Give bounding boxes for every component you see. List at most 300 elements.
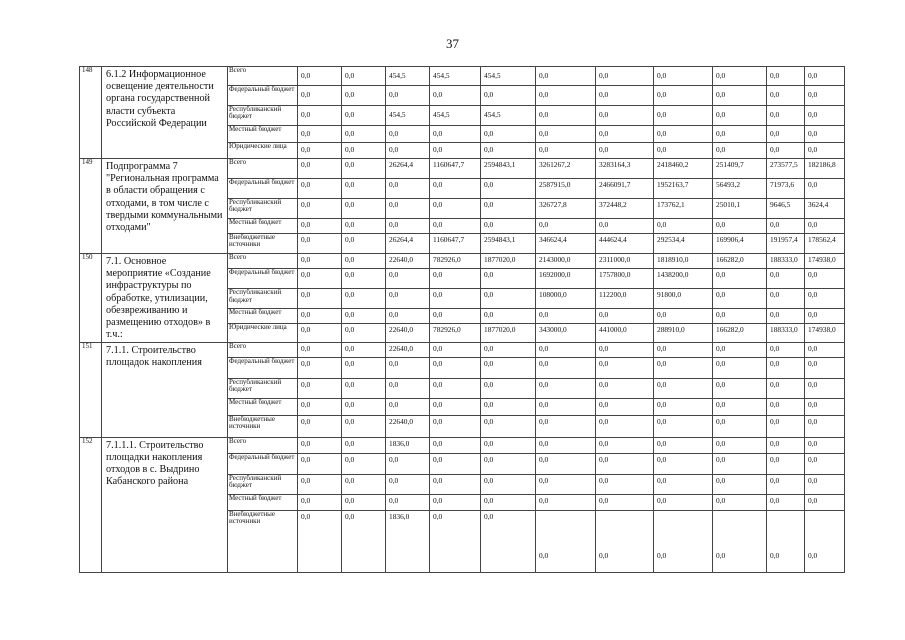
amount-cell: 0,0 <box>654 219 713 234</box>
amount-cell: 166282,0 <box>713 254 767 269</box>
amount-cell: 0,0 <box>654 309 713 324</box>
amount-cell: 0,0 <box>654 143 713 159</box>
amount-cell: 2466091,7 <box>596 179 654 199</box>
funding-source: Внебюджетные источники <box>228 510 298 572</box>
amount-cell: 0,0 <box>481 86 536 106</box>
amount-cell: 0,0 <box>386 219 430 234</box>
amount-cell: 0,0 <box>298 309 342 324</box>
amount-cell: 0,0 <box>767 342 805 357</box>
amount-cell: 0,0 <box>713 67 767 86</box>
amount-cell: 22640,0 <box>386 415 430 437</box>
amount-cell: 0,0 <box>342 378 386 398</box>
amount-cell: 0,0 <box>767 378 805 398</box>
amount-cell: 0,0 <box>481 342 536 357</box>
amount-cell: 0,0 <box>342 453 386 474</box>
amount-cell: 2143000,0 <box>536 254 596 269</box>
amount-cell: 0,0 <box>654 342 713 357</box>
amount-cell: 0,0 <box>654 437 713 453</box>
page-number: 37 <box>446 36 459 51</box>
amount-cell: 0,0 <box>342 342 386 357</box>
amount-cell: 0,0 <box>430 126 481 143</box>
amount-cell: 91800,0 <box>654 289 713 309</box>
amount-cell: 0,0 <box>430 357 481 378</box>
amount-cell: 0,0 <box>342 510 386 572</box>
amount-cell: 0,0 <box>342 179 386 199</box>
row-number: 148 <box>80 67 102 159</box>
amount-cell: 0,0 <box>430 269 481 289</box>
row-number: 152 <box>80 437 102 572</box>
program-name: 7.1.1. Строительство площадок накопления <box>102 342 228 437</box>
amount-cell: 0,0 <box>386 309 430 324</box>
amount-cell: 441000,0 <box>596 324 654 342</box>
amount-cell: 0,0 <box>767 86 805 106</box>
funding-source: Всего <box>228 254 298 269</box>
amount-cell: 2594843,1 <box>481 234 536 254</box>
amount-cell: 0,0 <box>596 437 654 453</box>
amount-cell: 0,0 <box>596 86 654 106</box>
amount-cell: 26264,4 <box>386 159 430 179</box>
amount-cell: 0,0 <box>713 510 767 572</box>
amount-cell: 22640,0 <box>386 342 430 357</box>
amount-cell: 0,0 <box>342 126 386 143</box>
amount-cell: 0,0 <box>536 357 596 378</box>
amount-cell: 0,0 <box>481 309 536 324</box>
amount-cell: 0,0 <box>536 494 596 510</box>
amount-cell: 0,0 <box>536 415 596 437</box>
amount-cell: 0,0 <box>481 453 536 474</box>
amount-cell: 0,0 <box>481 415 536 437</box>
amount-cell: 0,0 <box>342 254 386 269</box>
amount-cell: 188333,0 <box>767 324 805 342</box>
funding-source: Местный бюджет <box>228 398 298 415</box>
table-row <box>80 67 845 86</box>
amount-cell: 0,0 <box>536 309 596 324</box>
amount-cell: 0,0 <box>298 254 342 269</box>
amount-cell: 0,0 <box>342 437 386 453</box>
amount-cell: 0,0 <box>805 179 845 199</box>
amount-cell: 3624,4 <box>805 199 845 219</box>
row-number: 151 <box>80 342 102 437</box>
amount-cell: 0,0 <box>481 474 536 494</box>
amount-cell: 0,0 <box>386 86 430 106</box>
amount-cell: 1836,0 <box>386 510 430 572</box>
amount-cell: 0,0 <box>767 269 805 289</box>
amount-cell: 0,0 <box>713 398 767 415</box>
amount-cell: 0,0 <box>805 289 845 309</box>
amount-cell: 0,0 <box>596 357 654 378</box>
amount-cell: 0,0 <box>767 67 805 86</box>
amount-cell: 1438200,0 <box>654 269 713 289</box>
funding-source: Федеральный бюджет <box>228 453 298 474</box>
amount-cell: 0,0 <box>654 510 713 572</box>
amount-cell: 169906,4 <box>713 234 767 254</box>
amount-cell: 0,0 <box>342 219 386 234</box>
funding-source: Юридические лица <box>228 324 298 342</box>
amount-cell: 0,0 <box>342 494 386 510</box>
amount-cell: 0,0 <box>430 437 481 453</box>
amount-cell: 0,0 <box>481 219 536 234</box>
amount-cell: 0,0 <box>596 106 654 126</box>
amount-cell: 0,0 <box>430 453 481 474</box>
program-name: 7.1.1.1. Строительство площадки накопления отходов в с. Выдрино Кабанского района <box>102 437 228 572</box>
amount-cell: 0,0 <box>767 398 805 415</box>
amount-cell: 0,0 <box>298 143 342 159</box>
amount-cell: 0,0 <box>430 342 481 357</box>
amount-cell: 0,0 <box>713 378 767 398</box>
amount-cell: 0,0 <box>430 179 481 199</box>
amount-cell: 0,0 <box>481 199 536 219</box>
amount-cell: 0,0 <box>713 106 767 126</box>
amount-cell: 0,0 <box>805 510 845 572</box>
amount-cell: 273577,5 <box>767 159 805 179</box>
amount-cell: 1160647,7 <box>430 159 481 179</box>
amount-cell: 0,0 <box>386 474 430 494</box>
amount-cell: 0,0 <box>430 415 481 437</box>
amount-cell: 0,0 <box>596 510 654 572</box>
amount-cell: 782926,0 <box>430 324 481 342</box>
amount-cell: 0,0 <box>298 494 342 510</box>
amount-cell: 0,0 <box>536 437 596 453</box>
amount-cell: 3283164,3 <box>596 159 654 179</box>
amount-cell: 0,0 <box>805 398 845 415</box>
amount-cell: 0,0 <box>713 269 767 289</box>
amount-cell: 0,0 <box>386 289 430 309</box>
amount-cell: 0,0 <box>596 378 654 398</box>
amount-cell: 0,0 <box>481 179 536 199</box>
amount-cell: 0,0 <box>536 126 596 143</box>
amount-cell: 0,0 <box>654 126 713 143</box>
funding-source: Федеральный бюджет <box>228 357 298 378</box>
amount-cell: 0,0 <box>481 378 536 398</box>
funding-source: Республиканский бюджет <box>228 289 298 309</box>
table-row <box>80 159 845 179</box>
amount-cell: 454,5 <box>481 67 536 86</box>
funding-source: Внебюджетные источники <box>228 234 298 254</box>
amount-cell: 0,0 <box>805 269 845 289</box>
amount-cell: 2418460,2 <box>654 159 713 179</box>
amount-cell: 0,0 <box>654 453 713 474</box>
amount-cell: 0,0 <box>342 269 386 289</box>
amount-cell: 0,0 <box>430 86 481 106</box>
amount-cell: 0,0 <box>342 474 386 494</box>
amount-cell: 0,0 <box>713 357 767 378</box>
amount-cell: 0,0 <box>298 437 342 453</box>
funding-source: Федеральный бюджет <box>228 269 298 289</box>
amount-cell: 0,0 <box>298 86 342 106</box>
amount-cell: 0,0 <box>805 378 845 398</box>
amount-cell: 2594843,1 <box>481 159 536 179</box>
amount-cell: 173762,1 <box>654 199 713 219</box>
row-number: 150 <box>80 254 102 343</box>
amount-cell: 454,5 <box>386 67 430 86</box>
amount-cell: 0,0 <box>596 474 654 494</box>
amount-cell: 0,0 <box>481 437 536 453</box>
amount-cell: 0,0 <box>654 474 713 494</box>
table-row <box>80 437 845 453</box>
amount-cell: 1952163,7 <box>654 179 713 199</box>
amount-cell: 0,0 <box>342 143 386 159</box>
amount-cell: 0,0 <box>298 219 342 234</box>
amount-cell: 0,0 <box>386 126 430 143</box>
amount-cell: 1877020,0 <box>481 254 536 269</box>
amount-cell: 0,0 <box>430 510 481 572</box>
amount-cell: 0,0 <box>298 357 342 378</box>
amount-cell: 0,0 <box>805 126 845 143</box>
table-row <box>80 342 845 357</box>
amount-cell: 0,0 <box>298 269 342 289</box>
amount-cell: 0,0 <box>298 342 342 357</box>
amount-cell: 0,0 <box>342 309 386 324</box>
amount-cell: 0,0 <box>342 289 386 309</box>
amount-cell: 0,0 <box>767 357 805 378</box>
amount-cell: 112200,0 <box>596 289 654 309</box>
row-number: 149 <box>80 159 102 254</box>
amount-cell: 0,0 <box>386 453 430 474</box>
amount-cell: 292534,4 <box>654 234 713 254</box>
amount-cell: 0,0 <box>386 398 430 415</box>
amount-cell: 326727,8 <box>536 199 596 219</box>
amount-cell: 0,0 <box>767 415 805 437</box>
amount-cell: 0,0 <box>536 510 596 572</box>
amount-cell: 0,0 <box>713 126 767 143</box>
amount-cell: 454,5 <box>386 106 430 126</box>
amount-cell: 56493,2 <box>713 179 767 199</box>
amount-cell: 0,0 <box>596 309 654 324</box>
amount-cell: 0,0 <box>654 86 713 106</box>
amount-cell: 454,5 <box>430 67 481 86</box>
program-name: 7.1. Основное мероприятие «Создание инфраструктуры по обработке, утилизации, обезвреживанию и размещению отходов» в т.ч.: <box>102 254 228 343</box>
amount-cell: 0,0 <box>298 415 342 437</box>
amount-cell: 1836,0 <box>386 437 430 453</box>
funding-source: Местный бюджет <box>228 309 298 324</box>
amount-cell: 0,0 <box>596 494 654 510</box>
amount-cell: 174938,0 <box>805 324 845 342</box>
amount-cell: 0,0 <box>481 143 536 159</box>
amount-cell: 0,0 <box>713 494 767 510</box>
amount-cell: 22640,0 <box>386 254 430 269</box>
amount-cell: 0,0 <box>430 219 481 234</box>
amount-cell: 0,0 <box>298 67 342 86</box>
amount-cell: 0,0 <box>430 143 481 159</box>
amount-cell: 3261267,2 <box>536 159 596 179</box>
amount-cell: 0,0 <box>386 357 430 378</box>
amount-cell: 0,0 <box>386 179 430 199</box>
amount-cell: 0,0 <box>342 199 386 219</box>
budget-table <box>79 66 845 573</box>
amount-cell: 0,0 <box>654 67 713 86</box>
amount-cell: 0,0 <box>596 453 654 474</box>
amount-cell: 0,0 <box>481 269 536 289</box>
amount-cell: 0,0 <box>342 415 386 437</box>
amount-cell: 0,0 <box>298 378 342 398</box>
amount-cell: 0,0 <box>298 159 342 179</box>
amount-cell: 0,0 <box>298 453 342 474</box>
amount-cell: 0,0 <box>596 219 654 234</box>
amount-cell: 0,0 <box>342 86 386 106</box>
amount-cell: 0,0 <box>430 378 481 398</box>
amount-cell: 0,0 <box>805 67 845 86</box>
amount-cell: 0,0 <box>805 219 845 234</box>
amount-cell: 454,5 <box>430 106 481 126</box>
amount-cell: 108000,0 <box>536 289 596 309</box>
amount-cell: 0,0 <box>767 474 805 494</box>
amount-cell: 454,5 <box>481 106 536 126</box>
amount-cell: 782926,0 <box>430 254 481 269</box>
amount-cell: 0,0 <box>713 342 767 357</box>
amount-cell: 0,0 <box>481 126 536 143</box>
amount-cell: 0,0 <box>386 494 430 510</box>
amount-cell: 0,0 <box>481 494 536 510</box>
amount-cell: 0,0 <box>767 289 805 309</box>
amount-cell: 0,0 <box>654 357 713 378</box>
amount-cell: 346624,4 <box>536 234 596 254</box>
funding-source: Местный бюджет <box>228 126 298 143</box>
amount-cell: 1877020,0 <box>481 324 536 342</box>
amount-cell: 26264,4 <box>386 234 430 254</box>
amount-cell: 0,0 <box>596 398 654 415</box>
amount-cell: 0,0 <box>536 342 596 357</box>
amount-cell: 0,0 <box>767 219 805 234</box>
amount-cell: 0,0 <box>713 415 767 437</box>
amount-cell: 0,0 <box>805 143 845 159</box>
amount-cell: 0,0 <box>298 510 342 572</box>
funding-source: Республиканский бюджет <box>228 106 298 126</box>
amount-cell: 0,0 <box>430 199 481 219</box>
amount-cell: 0,0 <box>805 86 845 106</box>
amount-cell: 0,0 <box>298 106 342 126</box>
amount-cell: 0,0 <box>386 378 430 398</box>
funding-source: Республиканский бюджет <box>228 199 298 219</box>
amount-cell: 0,0 <box>767 309 805 324</box>
amount-cell: 0,0 <box>654 378 713 398</box>
funding-source: Местный бюджет <box>228 494 298 510</box>
program-name: Подпрограмма 7 "Региональная программа в области обращения с отходами, в том числе с твердыми коммунальными отходами" <box>102 159 228 254</box>
amount-cell: 0,0 <box>767 143 805 159</box>
amount-cell: 0,0 <box>536 378 596 398</box>
amount-cell: 0,0 <box>596 143 654 159</box>
amount-cell: 0,0 <box>536 106 596 126</box>
amount-cell: 0,0 <box>805 357 845 378</box>
amount-cell: 0,0 <box>430 309 481 324</box>
amount-cell: 0,0 <box>805 106 845 126</box>
amount-cell: 0,0 <box>767 453 805 474</box>
amount-cell: 0,0 <box>342 398 386 415</box>
amount-cell: 166282,0 <box>713 324 767 342</box>
amount-cell: 0,0 <box>805 494 845 510</box>
amount-cell: 0,0 <box>430 398 481 415</box>
amount-cell: 0,0 <box>342 106 386 126</box>
amount-cell: 0,0 <box>713 309 767 324</box>
amount-cell: 0,0 <box>536 143 596 159</box>
amount-cell: 0,0 <box>298 234 342 254</box>
amount-cell: 0,0 <box>481 357 536 378</box>
funding-source: Республиканский бюджет <box>228 474 298 494</box>
amount-cell: 444624,4 <box>596 234 654 254</box>
amount-cell: 0,0 <box>536 67 596 86</box>
amount-cell: 0,0 <box>342 234 386 254</box>
funding-source: Всего <box>228 67 298 86</box>
funding-source: Внебюджетные источники <box>228 415 298 437</box>
amount-cell: 343000,0 <box>536 324 596 342</box>
amount-cell: 1757800,0 <box>596 269 654 289</box>
amount-cell: 0,0 <box>298 179 342 199</box>
amount-cell: 0,0 <box>713 143 767 159</box>
amount-cell: 178562,4 <box>805 234 845 254</box>
amount-cell: 0,0 <box>430 494 481 510</box>
amount-cell: 0,0 <box>342 324 386 342</box>
amount-cell: 0,0 <box>713 453 767 474</box>
amount-cell: 0,0 <box>805 453 845 474</box>
amount-cell: 191957,4 <box>767 234 805 254</box>
funding-source: Юридические лица <box>228 143 298 159</box>
amount-cell: 0,0 <box>654 415 713 437</box>
amount-cell: 0,0 <box>298 199 342 219</box>
amount-cell: 251409,7 <box>713 159 767 179</box>
amount-cell: 0,0 <box>298 289 342 309</box>
amount-cell: 25010,1 <box>713 199 767 219</box>
amount-cell: 0,0 <box>713 289 767 309</box>
amount-cell: 0,0 <box>536 453 596 474</box>
amount-cell: 0,0 <box>654 494 713 510</box>
amount-cell: 0,0 <box>654 398 713 415</box>
amount-cell: 0,0 <box>767 126 805 143</box>
amount-cell: 174938,0 <box>805 254 845 269</box>
amount-cell: 0,0 <box>805 309 845 324</box>
amount-cell: 0,0 <box>298 398 342 415</box>
amount-cell: 0,0 <box>481 289 536 309</box>
amount-cell: 0,0 <box>713 474 767 494</box>
amount-cell: 0,0 <box>386 143 430 159</box>
amount-cell: 188333,0 <box>767 254 805 269</box>
amount-cell: 0,0 <box>767 494 805 510</box>
funding-source: Всего <box>228 342 298 357</box>
amount-cell: 0,0 <box>805 342 845 357</box>
amount-cell: 1160647,7 <box>430 234 481 254</box>
amount-cell: 0,0 <box>536 474 596 494</box>
amount-cell: 0,0 <box>298 474 342 494</box>
amount-cell: 0,0 <box>596 415 654 437</box>
amount-cell: 0,0 <box>481 398 536 415</box>
funding-source: Местный бюджет <box>228 219 298 234</box>
amount-cell: 0,0 <box>342 159 386 179</box>
amount-cell: 9646,5 <box>767 199 805 219</box>
amount-cell: 372448,2 <box>596 199 654 219</box>
amount-cell: 0,0 <box>767 437 805 453</box>
amount-cell: 0,0 <box>481 510 536 572</box>
amount-cell: 0,0 <box>536 219 596 234</box>
funding-source: Всего <box>228 159 298 179</box>
amount-cell: 0,0 <box>298 126 342 143</box>
amount-cell: 22640,0 <box>386 324 430 342</box>
amount-cell: 2587915,0 <box>536 179 596 199</box>
amount-cell: 1818910,0 <box>654 254 713 269</box>
amount-cell: 0,0 <box>536 398 596 415</box>
amount-cell: 0,0 <box>767 510 805 572</box>
amount-cell: 2311000,0 <box>596 254 654 269</box>
amount-cell: 0,0 <box>596 342 654 357</box>
amount-cell: 0,0 <box>430 474 481 494</box>
table-row <box>80 254 845 269</box>
amount-cell: 1692000,0 <box>536 269 596 289</box>
amount-cell: 71973,6 <box>767 179 805 199</box>
amount-cell: 0,0 <box>713 437 767 453</box>
program-name: 6.1.2 Информационное освещение деятельности органа государственной власти субъекта Российской Федерации <box>102 67 228 159</box>
amount-cell: 182186,8 <box>805 159 845 179</box>
funding-source: Федеральный бюджет <box>228 179 298 199</box>
amount-cell: 0,0 <box>805 437 845 453</box>
amount-cell: 0,0 <box>342 357 386 378</box>
amount-cell: 0,0 <box>430 289 481 309</box>
